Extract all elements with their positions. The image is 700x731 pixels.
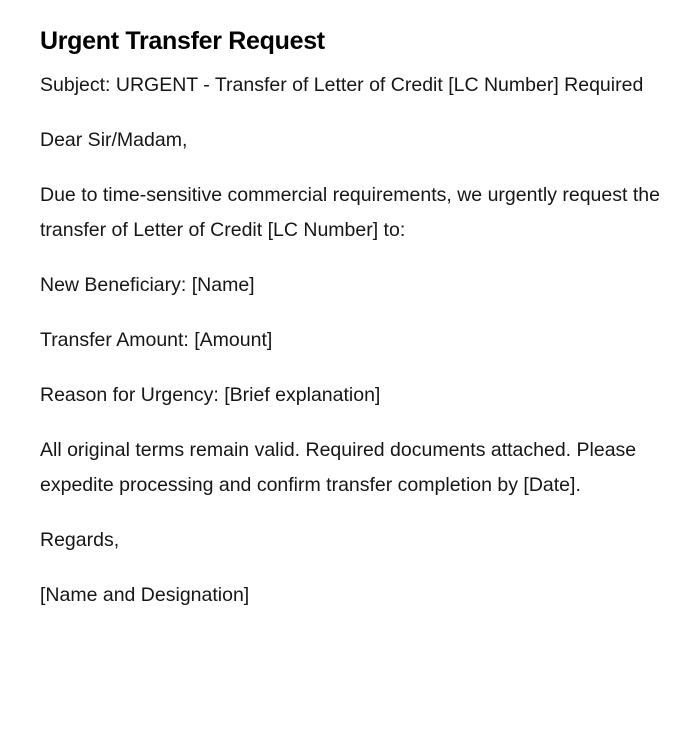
urgency-reason-line: Reason for Urgency: [Brief explanation] xyxy=(40,384,381,406)
transfer-amount-line: Transfer Amount: [Amount] xyxy=(40,329,273,351)
terms-paragraph: All original terms remain valid. Required documents attached. Please expedite processing and confirm transfer completion by [Date]. xyxy=(40,439,637,496)
request-paragraph: Due to time-sensitive commercial requirements, we urgently request the transfer of Letter of Credit [LC Number] to: xyxy=(40,184,660,241)
document-title: Urgent Transfer Request xyxy=(40,27,325,55)
new-beneficiary-line: New Beneficiary: [Name] xyxy=(40,274,255,296)
subject-line: Subject: URGENT - Transfer of Letter of Credit [LC Number] Required xyxy=(40,74,644,96)
salutation: Dear Sir/Madam, xyxy=(40,129,188,151)
closing: Regards, xyxy=(40,529,120,551)
signature-line: [Name and Designation] xyxy=(40,584,250,606)
